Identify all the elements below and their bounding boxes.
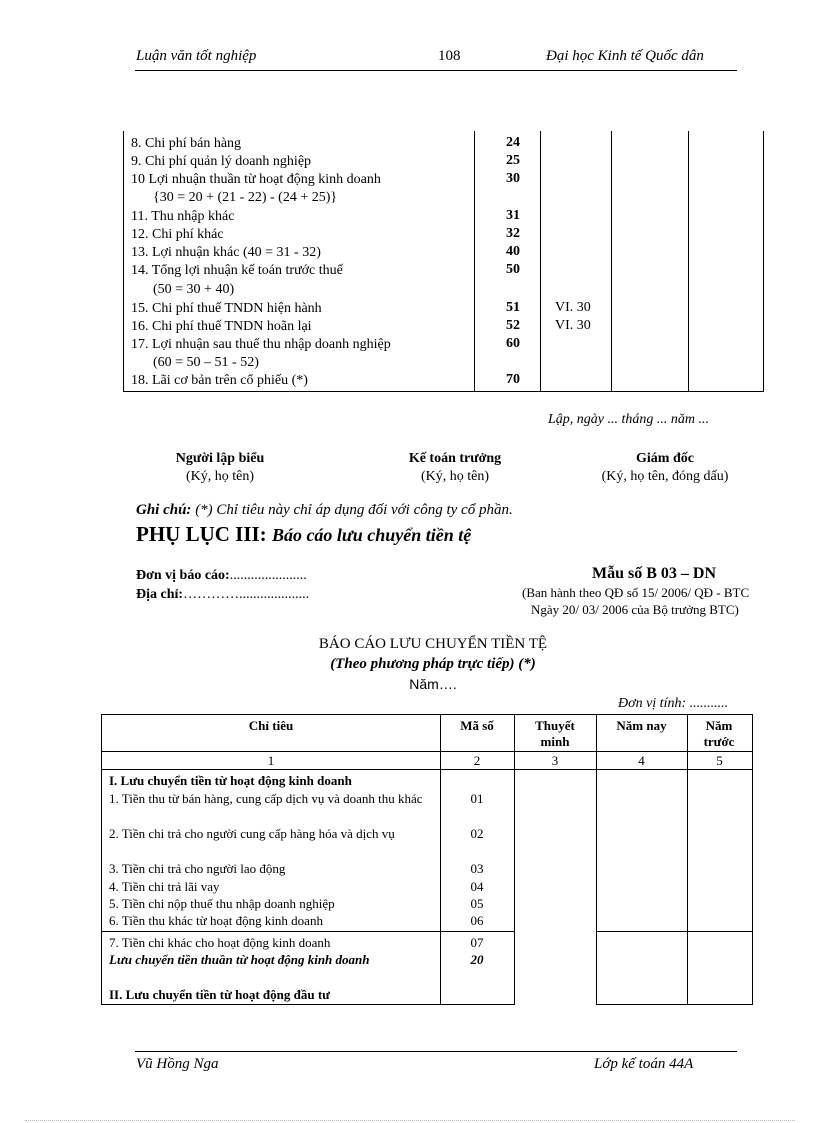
- table-row: 2. Tiền chi trả cho người cung cấp hàng hóa và dịch vụ: [109, 826, 395, 841]
- row-note: VI. 30: [555, 300, 591, 315]
- table-row: I. Lưu chuyển tiền từ hoạt động kinh doanh: [109, 773, 352, 788]
- row-code: 07: [470, 935, 484, 950]
- reporting-unit: [136, 568, 307, 584]
- form-date: Ngày 20/ 03/ 2006 của Bộ trưởng BTC): [531, 602, 739, 617]
- table-row: 9. Chi phí quản lý doanh nghiệp: [131, 154, 312, 169]
- table-row: (60 = 50 – 51 - 52): [153, 355, 259, 370]
- col-line: [611, 131, 612, 391]
- table-row: (50 = 30 + 40): [153, 282, 235, 297]
- table-row: 1. Tiền thu từ bán hàng, cung cấp dịch vụ và doanh thu khác: [109, 791, 423, 806]
- row-line: [102, 769, 752, 770]
- address: [136, 587, 309, 603]
- row-line: [102, 931, 514, 932]
- row-code: 01: [470, 791, 484, 806]
- footer-left: Vũ Hồng Nga: [136, 1056, 219, 1072]
- signature-sub: (Ký, họ tên, đóng dấu): [601, 469, 729, 484]
- gap-block: [515, 932, 596, 1005]
- row-code: 50: [506, 262, 520, 277]
- header-nam-truoc: Năm trước: [703, 718, 735, 749]
- header-thuyet-minh: Thuyết minh: [535, 718, 575, 749]
- row-line: [102, 751, 752, 752]
- row-code: 31: [506, 208, 520, 223]
- signature-preparer: [150, 450, 290, 486]
- table-row: 5. Tiền chi nộp thuế thu nhập doanh nghiệp: [109, 896, 335, 911]
- row-code: 51: [506, 300, 520, 315]
- signature-director: [580, 450, 750, 486]
- header-chi-tieu: Chỉ tiêu: [248, 718, 294, 733]
- footnote-label: Ghi chú:: [136, 502, 192, 518]
- row-code: 70: [506, 372, 520, 387]
- col-number: 1: [267, 753, 275, 768]
- income-table: [123, 131, 764, 392]
- col-line: [123, 131, 124, 391]
- signature-chief-accountant: [375, 450, 535, 486]
- col-number: 3: [551, 753, 559, 768]
- unit-label: Đơn vị báo cáo:: [136, 568, 230, 583]
- cash-flow-table: [101, 714, 753, 1005]
- table-row: Lưu chuyển tiền thuần từ hoạt động kinh doanh: [109, 952, 370, 967]
- row-line: [596, 931, 752, 932]
- row-code: 30: [506, 171, 520, 186]
- table-row: 6. Tiền thu khác từ hoạt động kinh doanh: [109, 913, 323, 928]
- table-row: {30 = 20 + (21 - 22) - (24 + 25)}: [153, 190, 338, 205]
- table-row: 11. Thu nhập khác: [131, 209, 235, 224]
- table-row: 12. Chi phí khác: [131, 227, 224, 242]
- appendix-heading: [136, 522, 471, 547]
- signature-sub: (Ký, họ tên): [420, 469, 490, 484]
- row-code: 60: [506, 336, 520, 351]
- signature-title: Người lập biểu: [175, 451, 265, 466]
- col-line: [763, 131, 764, 391]
- header-rule: [135, 70, 737, 71]
- table-row: II. Lưu chuyển tiền từ hoạt động đầu tư: [109, 987, 330, 1002]
- table-row: 3. Tiền chi trả cho người lao động: [109, 861, 286, 876]
- footnote: [136, 502, 513, 519]
- table-row: 17. Lợi nhuận sau thuế thu nhập doanh nghiệp: [131, 337, 391, 352]
- header-left: Luận văn tốt nghiệp: [136, 48, 257, 64]
- table-row: 8. Chi phí bán hàng: [131, 136, 242, 151]
- footnote-text: (*) Chỉ tiêu này chỉ áp dụng đối với công ty cổ phần.: [191, 502, 513, 518]
- form-issued: (Ban hành theo QĐ số 15/ 2006/ QĐ - BTC: [522, 585, 750, 600]
- table-row: 18. Lãi cơ bản trên cổ phiếu (*): [131, 373, 308, 388]
- unit-dots: ......................: [229, 568, 307, 583]
- row-code: 05: [470, 896, 484, 911]
- table-row: 16. Chi phí thuế TNDN hoãn lại: [131, 319, 312, 334]
- table-row: 13. Lợi nhuận khác (40 = 31 - 32): [131, 245, 321, 260]
- col-number: 2: [473, 753, 481, 768]
- report-subtitle: (Theo phương pháp trực tiếp) (*): [330, 656, 536, 672]
- footer-rule: [135, 1051, 737, 1052]
- table-row: 4. Tiền chi trả lãi vay: [109, 879, 220, 894]
- row-code: 25: [506, 153, 520, 168]
- footer-right: Lớp kế toán 44A: [594, 1056, 694, 1072]
- date-line: Lập, ngày ... tháng ... năm ...: [548, 412, 709, 427]
- col-line: [474, 131, 475, 391]
- page-edge: [25, 1120, 795, 1121]
- report-year: Năm….: [409, 676, 457, 692]
- table-row: 14. Tổng lợi nhuận kế toán trước thuế: [131, 263, 343, 278]
- col-number: 5: [716, 753, 723, 768]
- row-code: 40: [506, 244, 520, 259]
- row-code: 24: [506, 135, 520, 150]
- row-code: 32: [506, 226, 520, 241]
- address-dots: …………....................: [183, 587, 310, 602]
- appendix-title: Báo cáo lưu chuyển tiền tệ: [271, 525, 472, 545]
- signature-title: Giám đốc: [636, 451, 694, 466]
- signature-title: Kế toán trưởng: [408, 451, 502, 466]
- table-row: 7. Tiền chi khác cho hoạt động kinh doanh: [109, 935, 331, 950]
- col-line: [688, 131, 689, 391]
- row-code: 06: [470, 913, 484, 928]
- col-number: 4: [638, 753, 645, 768]
- col-line: [540, 131, 541, 391]
- row-code: 04: [470, 879, 484, 894]
- header-ma-so: Mã số: [460, 718, 494, 733]
- page-number: 108: [438, 48, 461, 64]
- appendix-prefix: PHỤ LỤC III:: [136, 522, 267, 546]
- row-note: VI. 30: [555, 318, 591, 333]
- table-row: 15. Chi phí thuế TNDN hiện hành: [131, 301, 322, 316]
- table-row: 10 Lợi nhuận thuần từ hoạt động kinh doanh: [131, 172, 381, 187]
- row-code: 02: [470, 826, 484, 841]
- signature-sub: (Ký, họ tên): [185, 469, 255, 484]
- currency-unit: Đơn vị tính: ...........: [618, 696, 729, 711]
- row-code: 52: [506, 318, 520, 333]
- address-label: Địa chỉ:: [136, 587, 184, 602]
- header-nam-nay: Năm nay: [616, 718, 667, 733]
- form-number: Mẫu số B 03 – DN: [592, 565, 717, 582]
- row-code: 03: [470, 861, 484, 876]
- header-right: Đại học Kinh tế Quốc dân: [546, 48, 704, 64]
- report-title: BÁO CÁO LƯU CHUYỂN TIỀN TỆ: [318, 636, 548, 652]
- row-code: 20: [470, 952, 484, 967]
